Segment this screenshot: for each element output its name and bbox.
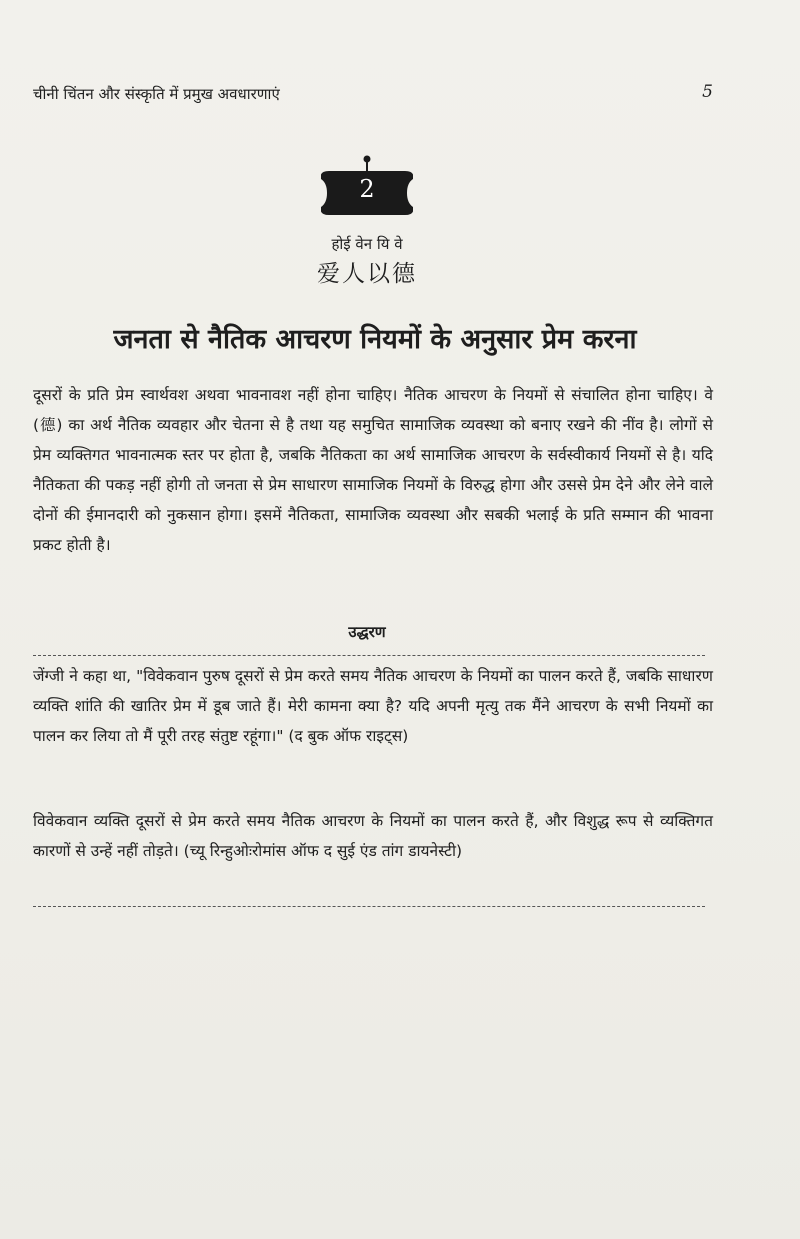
chapter-number: 2 bbox=[359, 175, 375, 203]
quotes-top-divider bbox=[33, 655, 705, 656]
chapter-chinese-title: 爱人以德 bbox=[317, 261, 417, 287]
running-title: चीनी चिंतन और संस्कृति में प्रमुख अवधारणाएं bbox=[33, 85, 280, 103]
quotes-label: उद्धरण bbox=[348, 623, 386, 641]
quote-paragraph: विवेकवान व्यक्ति दूसरों से प्रेम करते समय नैतिक आचरण के नियमों का पालन करते हैं, और विशुद्ध रूप से व्यक्तिगत कारणों से उन्हें नहीं तोड़ते। (च्यू रिन्हुओःरोमांस ऑफ द सुई एंड तांग डायनेस्टी) bbox=[33, 812, 713, 860]
intro-paragraph: दूसरों के प्रति प्रेम स्वार्थवश अथवा भावनावश नहीं होना चाहिए। नैतिक आचरण के नियमों से संचालित होना चाहिए। वे (德) का अर्थ नैतिक व्यवहार और चेतना से है तथा यह समुचित सामाजिक व्यवस्था को बनाए रखने की नींव है। लोगों से प्रेम व्यक्तिगत भावनात्मक स्तर पर होता है, जबकि नैतिकता का अर्थ सामाजिक आचरण के सर्वस्वीकार्य नियमों से है। यदि नैतिकता की पकड़ नहीं होगी तो जनता से प्रेम साधारण सामाजिक नियमों के विरुद्ध होगा और उससे प्रेम देने और लेने वाले दोनों की ईमानदारी को नुकसान होगा। इसमें नैतिकता, सामाजिक व्यवस्था और सबकी भलाई के प्रति सम्मान की भावना प्रकट होती है। bbox=[33, 386, 713, 554]
chapter-transliteration: होई वेन यि वे bbox=[331, 235, 403, 253]
page-header bbox=[33, 80, 713, 108]
chapter-title: जनता से नैतिक आचरण नियमों के अनुसार प्रेम करना bbox=[113, 324, 637, 355]
page-number: 5 bbox=[702, 82, 713, 102]
quote-paragraph: जेंग्जी ने कहा था, "विवेकवान पुरुष दूसरों से प्रेम करते समय नैतिक आचरण के नियमों का पालन करते हैं, जबकि साधारण व्यक्ति शांति की खातिर प्रेम में डूब जाते हैं। मेरी कामना क्या है? यदि अपनी मृत्यु तक मैंने आचरण के सभी नियमों का पालन कर लिया तो मैं पूरी तरह संतुष्ट रहूंगा।" (द बुक ऑफ राइट्स) bbox=[33, 667, 713, 745]
quotes-bottom-divider bbox=[33, 906, 705, 907]
chapter-number-badge bbox=[321, 155, 413, 215]
